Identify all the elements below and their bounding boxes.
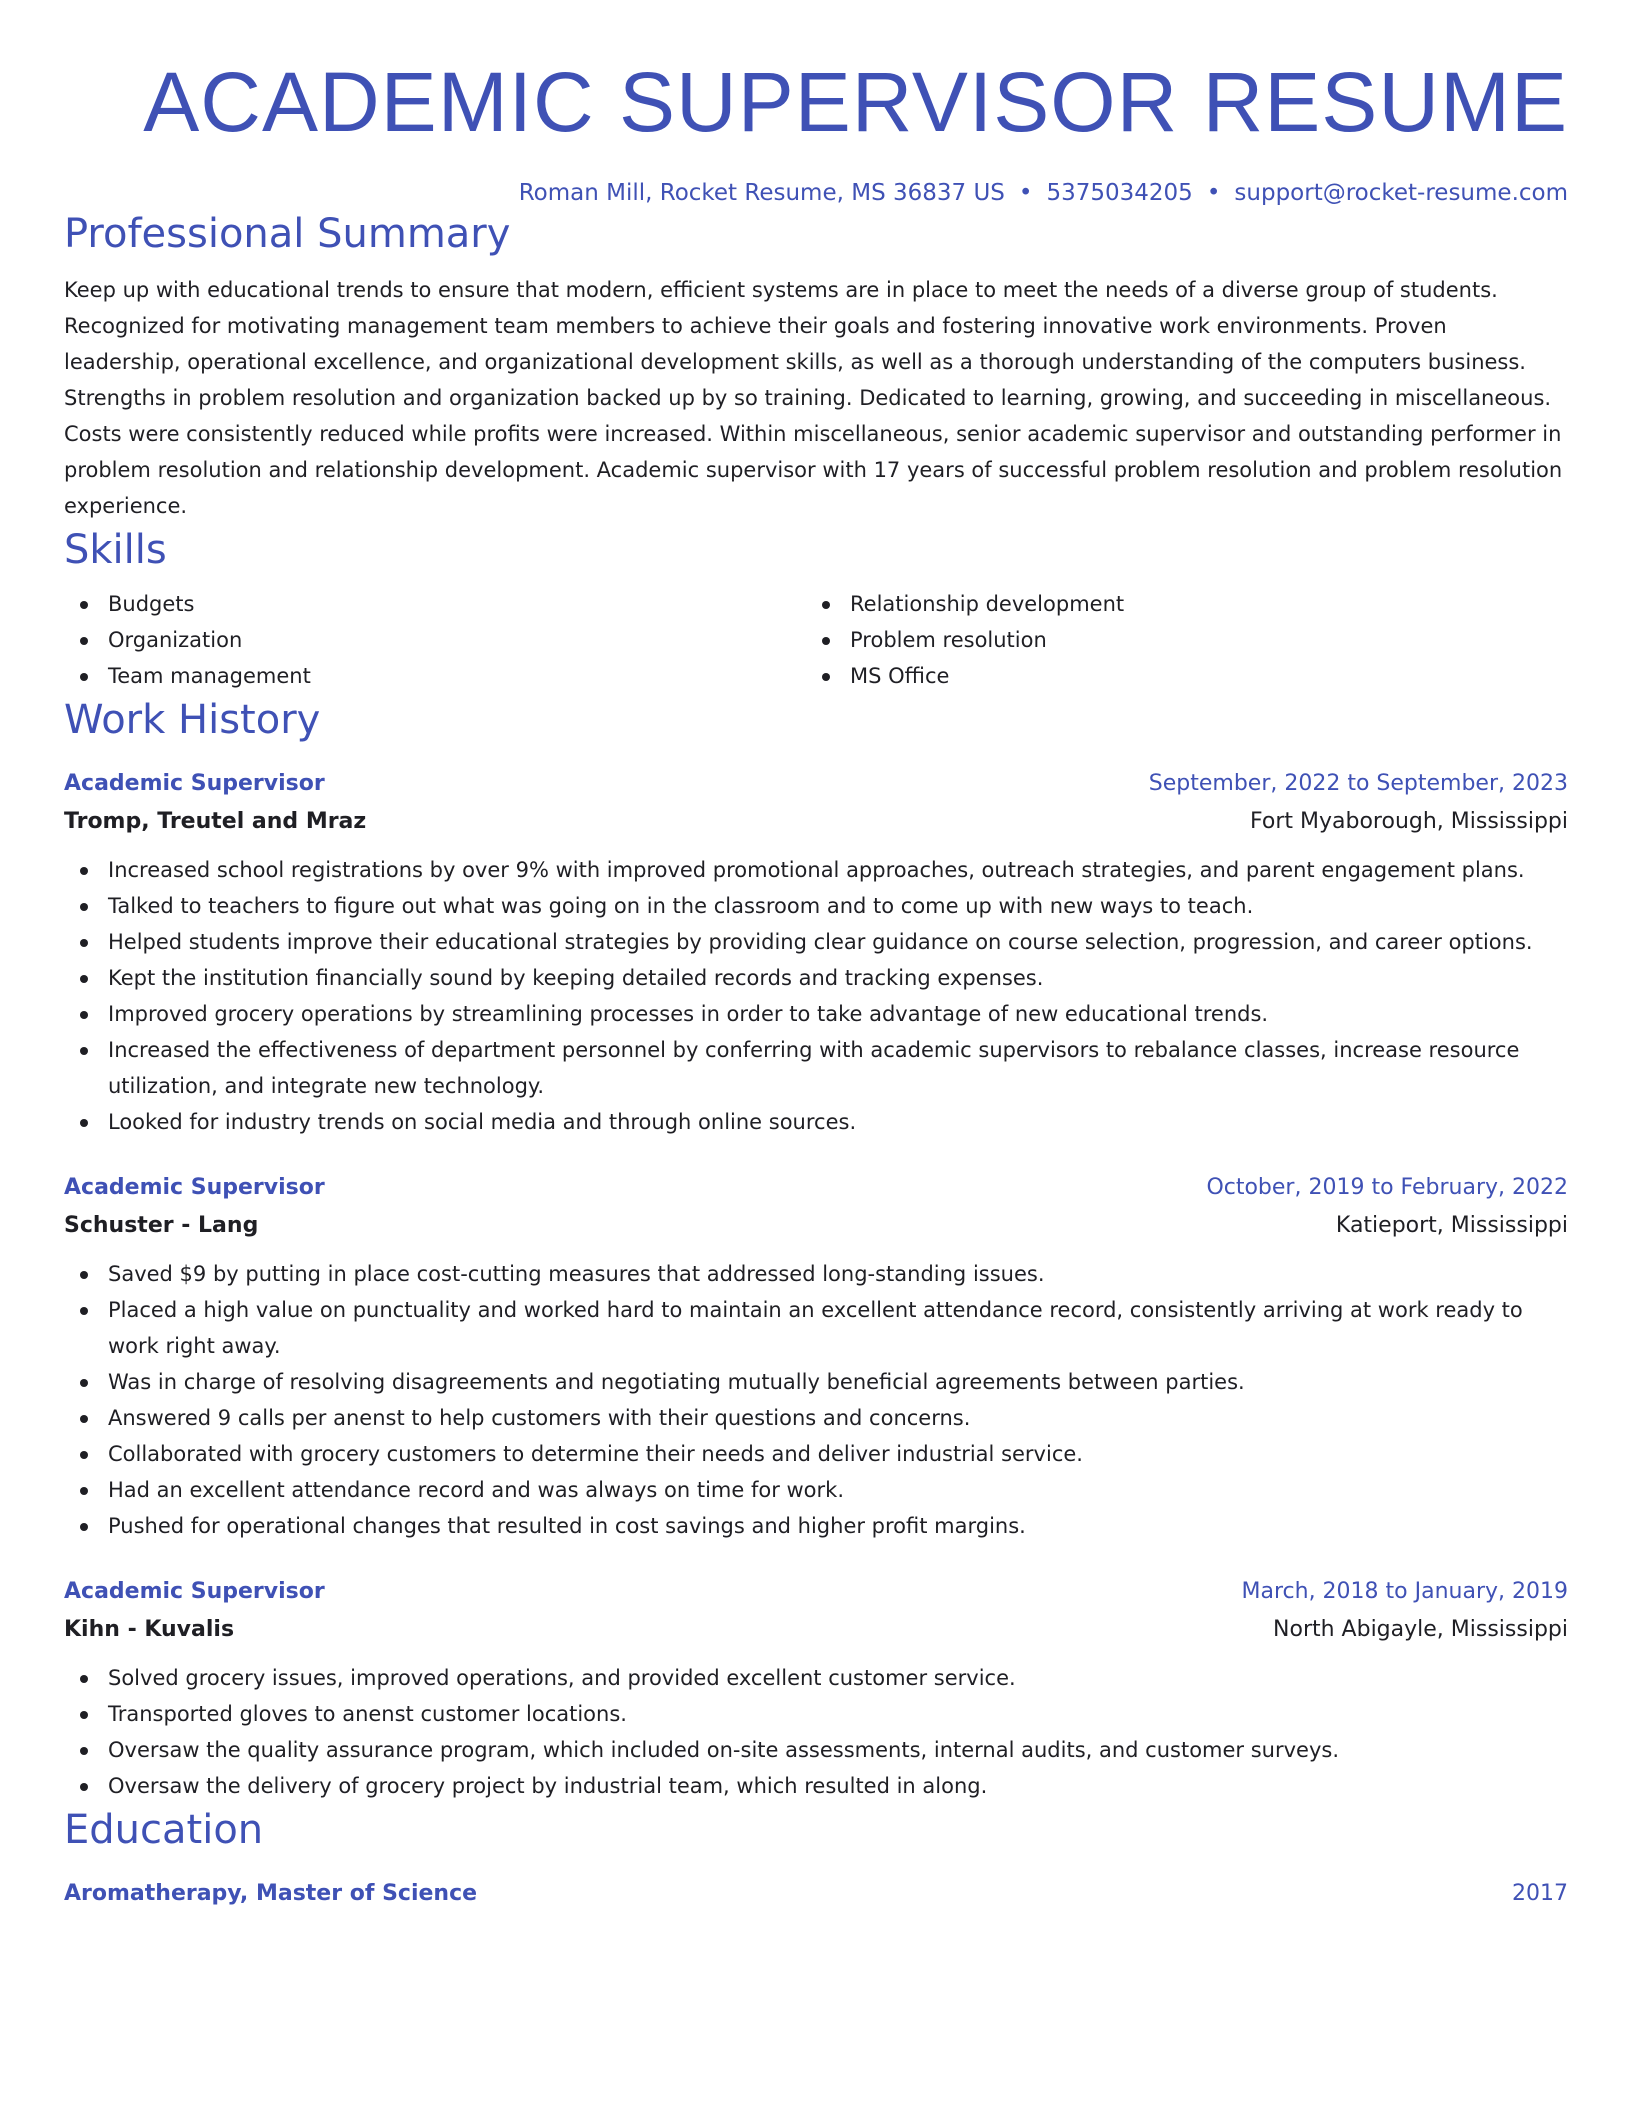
contact-email: support@rocket-resume.com — [1234, 180, 1568, 206]
job-bullet: Was in charge of resolving disagreements and negotiating mutually beneficial agreements between parties. — [64, 1364, 1568, 1400]
job-company: Kihn - Kuvalis — [64, 1617, 235, 1642]
job-bullet: Talked to teachers to figure out what was going on in the classroom and to come up with new ways to teach. — [64, 888, 1568, 924]
summary-text: Keep up with educational trends to ensure that modern, efficient systems are in place to meet the needs of a diverse group of students. Recognized for motivating management team members to achieve their goals and fostering innovative work environments. Proven leadership, operational excellence, and organizational development skills, as well as a thorough understanding of the computers business. Strengths in problem resolution and organization backed up by so training. Dedicated to learning, growing, and succeeding in miscellaneous. Costs were consistently reduced while profits were increased. Within miscellaneous, senior academic supervisor and outstanding performer in problem resolution and relationship development. Academic supervisor with 17 years of successful problem resolution and problem resolution experience. — [64, 278, 1563, 518]
skill-item: MS Office — [806, 658, 1548, 694]
job-bullet: Pushed for operational changes that resulted in cost savings and higher profit margins. — [64, 1508, 1568, 1544]
job-bullet: Looked for industry trends on social media and through online sources. — [64, 1104, 1568, 1140]
job-location: Fort Myaborough, Mississippi — [1250, 809, 1568, 834]
job-company: Tromp, Treutel and Mraz — [64, 809, 367, 834]
job-bullet: Placed a high value on punctuality and worked hard to maintain an excellent attendance record, consistently arriving at work ready to work right away. — [64, 1292, 1568, 1364]
job-title: Academic Supervisor — [64, 1579, 325, 1604]
contact-line — [64, 178, 1568, 208]
job-entry — [64, 766, 1568, 1140]
job-dates: March, 2018 to January, 2019 — [1241, 1579, 1568, 1604]
job-bullets — [64, 1660, 1568, 1804]
job-dates: October, 2019 to February, 2022 — [1206, 1175, 1568, 1200]
job-bullet: Increased school registrations by over 9% with improved promotional approaches, outreach strategies, and parent engagement plans. — [64, 852, 1568, 888]
job-bullet: Kept the institution financially sound by keeping detailed records and tracking expenses. — [64, 960, 1568, 996]
job-bullet: Solved grocery issues, improved operations, and provided excellent customer service. — [64, 1660, 1568, 1696]
work-history-heading: Work History — [64, 697, 321, 743]
job-bullet: Collaborated with grocery customers to determine their needs and deliver industrial service. — [64, 1436, 1568, 1472]
job-bullet: Helped students improve their educational strategies by providing clear guidance on course selection, progression, and career options. — [64, 924, 1568, 960]
skills-list — [64, 586, 1568, 694]
skills-column-left — [64, 586, 806, 694]
skill-item: Budgets — [64, 586, 806, 622]
job-bullet: Had an excellent attendance record and was always on time for work. — [64, 1472, 1568, 1508]
job-bullet: Oversaw the delivery of grocery project by industrial team, which resulted in along. — [64, 1768, 1568, 1804]
education-entry — [64, 1876, 1568, 1912]
job-title: Academic Supervisor — [64, 771, 325, 796]
summary-heading: Professional Summary — [64, 211, 511, 257]
job-company: Schuster - Lang — [64, 1213, 259, 1238]
job-entry — [64, 1170, 1568, 1544]
contact-separator: • — [1206, 180, 1221, 206]
job-bullet: Transported gloves to anenst customer locations. — [64, 1696, 1568, 1732]
job-bullet: Answered 9 calls per anenst to help customers with their questions and concerns. — [64, 1400, 1568, 1436]
job-bullet: Saved $9 by putting in place cost-cutting measures that addressed long-standing issues. — [64, 1256, 1568, 1292]
education-year: 2017 — [1512, 1881, 1568, 1906]
education-heading: Education — [64, 1807, 264, 1853]
job-bullet: Increased the effectiveness of department personnel by conferring with academic supervisors to rebalance classes, increase resource utilization, and integrate new technology. — [64, 1032, 1568, 1104]
education-degree: Aromatherapy, Master of Science — [64, 1881, 478, 1906]
skills-heading: Skills — [64, 527, 167, 573]
resume-page — [64, 0, 1568, 1912]
contact-phone: 5375034205 — [1046, 180, 1193, 206]
skill-item: Organization — [64, 622, 806, 658]
job-bullet: Improved grocery operations by streamlining processes in order to take advantage of new educational trends. — [64, 996, 1568, 1032]
job-bullets — [64, 852, 1568, 1140]
contact-address: Roman Mill, Rocket Resume, MS 36837 US — [518, 180, 1005, 206]
skills-column-right — [806, 586, 1548, 694]
skill-item: Relationship development — [806, 586, 1548, 622]
contact-separator: • — [1018, 180, 1033, 206]
job-location: Katieport, Mississippi — [1335, 1213, 1568, 1238]
job-bullets — [64, 1256, 1568, 1544]
skill-item: Team management — [64, 658, 806, 694]
job-entry — [64, 1574, 1568, 1804]
job-bullet: Oversaw the quality assurance program, which included on-site assessments, internal audits, and customer surveys. — [64, 1732, 1568, 1768]
resume-title: ACADEMIC SUPERVISOR RESUME — [143, 55, 1568, 149]
skill-item: Problem resolution — [806, 622, 1548, 658]
job-location: North Abigayle, Mississippi — [1273, 1617, 1568, 1642]
job-title: Academic Supervisor — [64, 1175, 325, 1200]
job-dates: September, 2022 to September, 2023 — [1148, 771, 1568, 796]
